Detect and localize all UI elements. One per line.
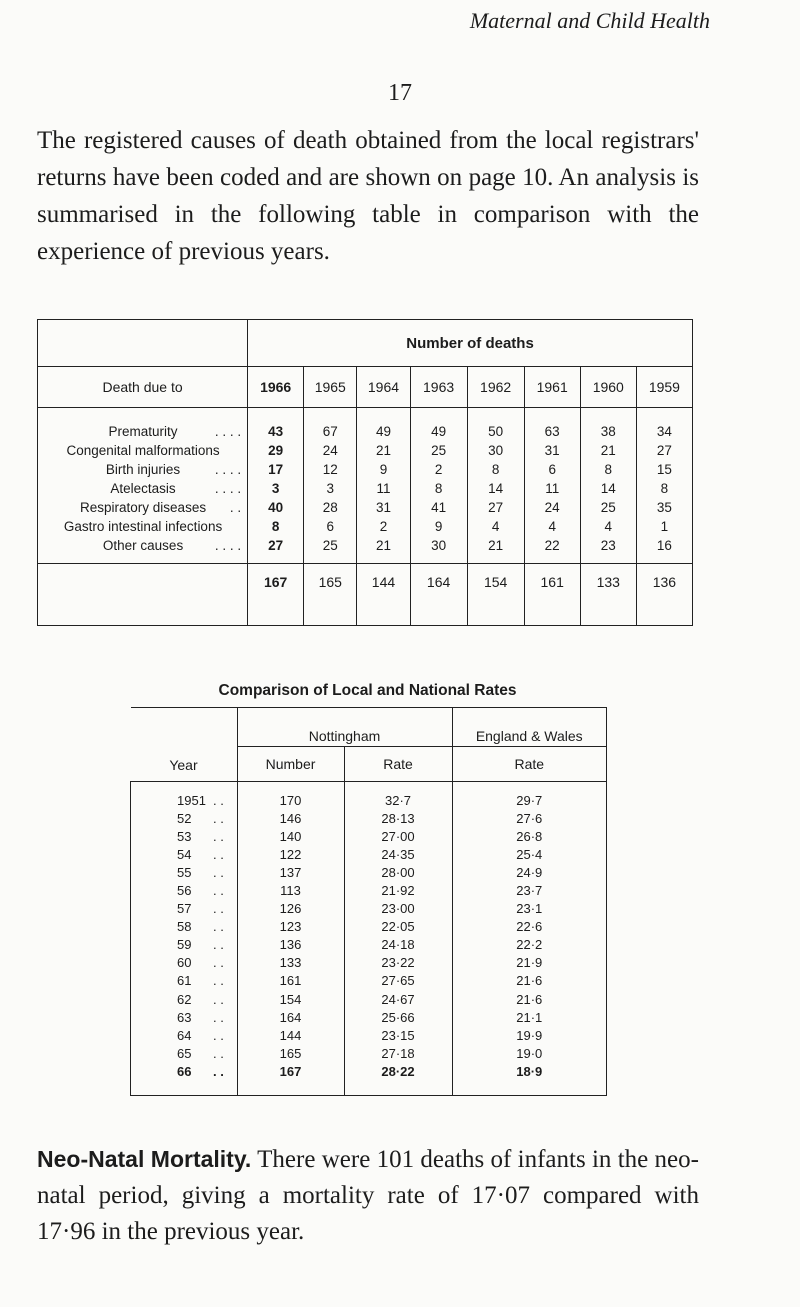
- local-rate-cell: 24·35: [344, 845, 452, 863]
- leader-dots: . .: [213, 955, 224, 971]
- death-count-cell: 49: [357, 408, 410, 442]
- death-count-cell: 63: [524, 408, 580, 442]
- leader-dots: . .: [213, 792, 224, 808]
- death-count-cell: 27: [636, 441, 692, 460]
- death-count-cell: 11: [524, 479, 580, 498]
- year-cell: [131, 809, 238, 827]
- rate-header: Rate: [344, 747, 452, 782]
- total-cell: 167: [248, 564, 304, 626]
- year-cell: [131, 1062, 238, 1095]
- death-count-cell: 8: [636, 479, 692, 498]
- death-count-cell: 24: [304, 441, 357, 460]
- national-rate-cell: 23·7: [452, 881, 607, 899]
- leader-dots: . .: [213, 901, 224, 917]
- year-value: 53: [177, 828, 192, 844]
- number-cell: 126: [237, 900, 344, 918]
- cause-label-cell: [38, 517, 248, 536]
- leader-dots: . . . .: [214, 538, 242, 553]
- death-count-cell: 29: [248, 441, 304, 460]
- local-rate-cell: 27·00: [344, 827, 452, 845]
- death-count-cell: 23: [580, 536, 636, 564]
- year-value: 62: [177, 991, 192, 1007]
- deaths-table-corner: [38, 320, 248, 367]
- death-count-cell: 6: [524, 460, 580, 479]
- year-cell: [131, 845, 238, 863]
- cause-label-cell: [38, 479, 248, 498]
- local-rate-cell: 32·7: [344, 782, 452, 810]
- death-count-cell: 27: [248, 536, 304, 564]
- intro-paragraph: The registered causes of death obtained from the local registrars' returns have been coded and are shown on page 10. An analysis is summarised in the following table in comparison with the experience of previous years.: [37, 127, 699, 265]
- national-rate-cell: 24·9: [452, 863, 607, 881]
- comparison-title: Comparison of Local and National Rates: [218, 682, 517, 699]
- local-rate-cell: 27·18: [344, 1044, 452, 1062]
- year-cell: [131, 990, 238, 1008]
- number-cell: 161: [237, 972, 344, 990]
- year-cell: [131, 900, 238, 918]
- local-rate-cell: 25·66: [344, 1008, 452, 1026]
- number-cell: 170: [237, 782, 344, 810]
- cause-label: Gastro intestinal infections: [63, 519, 223, 534]
- death-count-cell: 8: [410, 479, 467, 498]
- national-rate-cell: 23·1: [452, 900, 607, 918]
- national-rate-cell: 26·8: [452, 827, 607, 845]
- national-rate-cell: 18·9: [452, 1062, 607, 1095]
- national-rate-header: Rate: [452, 747, 607, 782]
- total-cell: 164: [410, 564, 467, 626]
- death-count-cell: 35: [636, 498, 692, 517]
- local-rate-cell: 22·05: [344, 918, 452, 936]
- year-cell: [131, 1044, 238, 1062]
- year-header: 1959: [636, 367, 692, 408]
- cause-label-cell: [38, 498, 248, 517]
- year-value: 61: [177, 973, 192, 989]
- rate-row: [131, 782, 607, 810]
- year-value: 63: [177, 1009, 192, 1025]
- leader-dots: . . . .: [214, 481, 242, 496]
- cause-row: [38, 441, 693, 460]
- total-cell: 144: [357, 564, 410, 626]
- rates-table: [130, 707, 607, 1096]
- death-count-cell: 8: [248, 517, 304, 536]
- year-value: 64: [177, 1027, 192, 1043]
- cause-label-cell: [38, 536, 248, 564]
- year-cell: [131, 863, 238, 881]
- year-value: 54: [177, 846, 192, 862]
- rate-row: [131, 1044, 607, 1062]
- number-cell: 164: [237, 1008, 344, 1026]
- death-count-cell: 25: [410, 441, 467, 460]
- year-value: 60: [177, 955, 192, 971]
- rate-row: [131, 990, 607, 1008]
- nottingham-header: Nottingham: [237, 708, 452, 747]
- running-head: Maternal and Child Health: [469, 8, 710, 33]
- year-column-header: Year: [131, 708, 238, 782]
- leader-dots: . .: [229, 500, 242, 515]
- leader-dots: . .: [213, 937, 224, 953]
- death-count-cell: 16: [636, 536, 692, 564]
- death-count-cell: 2: [410, 460, 467, 479]
- cause-label: Respiratory diseases: [80, 500, 207, 515]
- year-header: 1961: [524, 367, 580, 408]
- death-count-cell: 27: [467, 498, 524, 517]
- death-count-cell: 11: [357, 479, 410, 498]
- year-header: 1964: [357, 367, 410, 408]
- death-count-cell: 21: [357, 441, 410, 460]
- death-count-cell: 28: [304, 498, 357, 517]
- number-cell: 136: [237, 936, 344, 954]
- leader-dots: . .: [213, 991, 224, 1007]
- cause-row: [38, 517, 693, 536]
- neo-natal-text: There were 101 deaths of infants in the neo-natal period, giving a mortality rate of 17·07 compared with 17·96 in the previous year.: [37, 1146, 699, 1245]
- year-cell: [131, 827, 238, 845]
- national-rate-cell: 21·6: [452, 990, 607, 1008]
- death-count-cell: 9: [410, 517, 467, 536]
- national-rate-cell: 19·0: [452, 1044, 607, 1062]
- number-cell: 144: [237, 1026, 344, 1044]
- cause-label: Birth injuries: [105, 462, 181, 477]
- leader-dots: . .: [213, 846, 224, 862]
- death-count-cell: 21: [357, 536, 410, 564]
- deaths-table: [37, 319, 693, 626]
- death-count-cell: 2: [357, 517, 410, 536]
- local-rate-cell: 23·00: [344, 900, 452, 918]
- leader-dots: . .: [213, 1063, 224, 1079]
- death-count-cell: 21: [580, 441, 636, 460]
- death-count-cell: 3: [248, 479, 304, 498]
- cause-row: [38, 479, 693, 498]
- cause-row: [38, 408, 693, 442]
- death-count-cell: 30: [410, 536, 467, 564]
- number-cell: 122: [237, 845, 344, 863]
- total-cell: 136: [636, 564, 692, 626]
- rate-row: [131, 936, 607, 954]
- local-rate-cell: 28·13: [344, 809, 452, 827]
- number-cell: 140: [237, 827, 344, 845]
- death-count-cell: 24: [524, 498, 580, 517]
- year-value: 1951: [177, 792, 206, 808]
- year-value: 58: [177, 919, 192, 935]
- number-cell: 137: [237, 863, 344, 881]
- total-cell: 133: [580, 564, 636, 626]
- death-count-cell: 15: [636, 460, 692, 479]
- year-cell: [131, 1026, 238, 1044]
- local-rate-cell: 23·15: [344, 1026, 452, 1044]
- rate-row: [131, 900, 607, 918]
- death-count-cell: 40: [248, 498, 304, 517]
- death-count-cell: 9: [357, 460, 410, 479]
- death-count-cell: 4: [467, 517, 524, 536]
- total-cell: 161: [524, 564, 580, 626]
- totals-label-cell: [38, 564, 248, 626]
- rate-row: [131, 827, 607, 845]
- year-cell: [131, 1008, 238, 1026]
- year-cell: [131, 782, 238, 810]
- number-cell: 133: [237, 954, 344, 972]
- death-count-cell: 14: [580, 479, 636, 498]
- death-count-cell: 50: [467, 408, 524, 442]
- death-count-cell: 21: [467, 536, 524, 564]
- local-rate-cell: 21·92: [344, 881, 452, 899]
- year-header: 1962: [467, 367, 524, 408]
- national-rate-cell: 22·2: [452, 936, 607, 954]
- year-cell: [131, 881, 238, 899]
- death-count-cell: 3: [304, 479, 357, 498]
- death-count-cell: 30: [467, 441, 524, 460]
- death-count-cell: 22: [524, 536, 580, 564]
- year-header: 1960: [580, 367, 636, 408]
- national-rate-cell: 21·6: [452, 972, 607, 990]
- death-count-cell: 14: [467, 479, 524, 498]
- year-header: 1963: [410, 367, 467, 408]
- rate-row: [131, 809, 607, 827]
- death-count-cell: 43: [248, 408, 304, 442]
- leader-dots: . .: [213, 1045, 224, 1061]
- cause-label-cell: [38, 460, 248, 479]
- rate-row: [131, 918, 607, 936]
- cause-label: Congenital malformations: [66, 443, 220, 458]
- year-header: 1965: [304, 367, 357, 408]
- leader-dots: . .: [213, 1009, 224, 1025]
- cause-label-cell: [38, 441, 248, 460]
- rate-row: [131, 845, 607, 863]
- number-cell: 123: [237, 918, 344, 936]
- rate-row: [131, 1008, 607, 1026]
- totals-row: [38, 564, 693, 626]
- death-count-cell: 67: [304, 408, 357, 442]
- year-cell: [131, 972, 238, 990]
- year-value: 55: [177, 864, 192, 880]
- rate-row: [131, 881, 607, 899]
- deaths-group-header: Number of deaths: [248, 320, 693, 367]
- local-rate-cell: 28·00: [344, 863, 452, 881]
- cause-row: [38, 498, 693, 517]
- national-rate-cell: 29·7: [452, 782, 607, 810]
- cause-label: Atelectasis: [110, 481, 176, 496]
- year-cell: [131, 918, 238, 936]
- year-value: 52: [177, 810, 192, 826]
- death-count-cell: 8: [580, 460, 636, 479]
- national-rate-cell: 21·1: [452, 1008, 607, 1026]
- number-cell: 146: [237, 809, 344, 827]
- death-count-cell: 4: [524, 517, 580, 536]
- local-rate-cell: 28·22: [344, 1062, 452, 1095]
- death-due-to-header: Death due to: [38, 367, 248, 408]
- leader-dots: . . . .: [214, 424, 242, 439]
- leader-dots: . .: [213, 919, 224, 935]
- number-header: Number: [237, 747, 344, 782]
- cause-row: [38, 536, 693, 564]
- death-count-cell: 25: [304, 536, 357, 564]
- year-value: 59: [177, 937, 192, 953]
- page-number: 17: [388, 80, 412, 106]
- total-cell: 154: [467, 564, 524, 626]
- national-rate-cell: 19·9: [452, 1026, 607, 1044]
- leader-dots: . .: [213, 883, 224, 899]
- local-rate-cell: 23·22: [344, 954, 452, 972]
- neo-natal-paragraph: [37, 1141, 699, 1250]
- leader-dots: . .: [213, 864, 224, 880]
- rate-row: [131, 1062, 607, 1095]
- national-rate-cell: 25·4: [452, 845, 607, 863]
- england-wales-header: England & Wales: [452, 708, 607, 747]
- year-value: 66: [177, 1063, 192, 1079]
- local-rate-cell: 27·65: [344, 972, 452, 990]
- total-cell: 165: [304, 564, 357, 626]
- cause-row: [38, 460, 693, 479]
- year-value: 65: [177, 1045, 192, 1061]
- year-cell: [131, 936, 238, 954]
- national-rate-cell: 21·9: [452, 954, 607, 972]
- local-rate-cell: 24·18: [344, 936, 452, 954]
- death-count-cell: 17: [248, 460, 304, 479]
- death-count-cell: 1: [636, 517, 692, 536]
- rate-row: [131, 863, 607, 881]
- cause-label: Other causes: [102, 538, 184, 553]
- rate-row: [131, 972, 607, 990]
- leader-dots: . . . .: [214, 462, 242, 477]
- death-count-cell: 8: [467, 460, 524, 479]
- number-cell: 154: [237, 990, 344, 1008]
- rate-row: [131, 954, 607, 972]
- death-count-cell: 38: [580, 408, 636, 442]
- cause-label: Prematurity: [108, 424, 178, 439]
- rate-row: [131, 1026, 607, 1044]
- local-rate-cell: 24·67: [344, 990, 452, 1008]
- death-count-cell: 6: [304, 517, 357, 536]
- year-value: 57: [177, 901, 192, 917]
- death-count-cell: 31: [524, 441, 580, 460]
- leader-dots: . .: [213, 810, 224, 826]
- cause-label-cell: [38, 408, 248, 442]
- death-count-cell: 41: [410, 498, 467, 517]
- number-cell: 167: [237, 1062, 344, 1095]
- death-count-cell: 25: [580, 498, 636, 517]
- year-value: 56: [177, 883, 192, 899]
- number-cell: 113: [237, 881, 344, 899]
- leader-dots: . .: [213, 973, 224, 989]
- national-rate-cell: 22·6: [452, 918, 607, 936]
- death-count-cell: 4: [580, 517, 636, 536]
- year-cell: [131, 954, 238, 972]
- death-count-cell: 34: [636, 408, 692, 442]
- death-count-cell: 12: [304, 460, 357, 479]
- national-rate-cell: 27·6: [452, 809, 607, 827]
- death-count-cell: 31: [357, 498, 410, 517]
- leader-dots: . .: [213, 828, 224, 844]
- leader-dots: . .: [213, 1027, 224, 1043]
- year-header: 1966: [248, 367, 304, 408]
- death-count-cell: 49: [410, 408, 467, 442]
- number-cell: 165: [237, 1044, 344, 1062]
- neo-natal-heading: Neo-Natal Mortality.: [37, 1146, 252, 1172]
